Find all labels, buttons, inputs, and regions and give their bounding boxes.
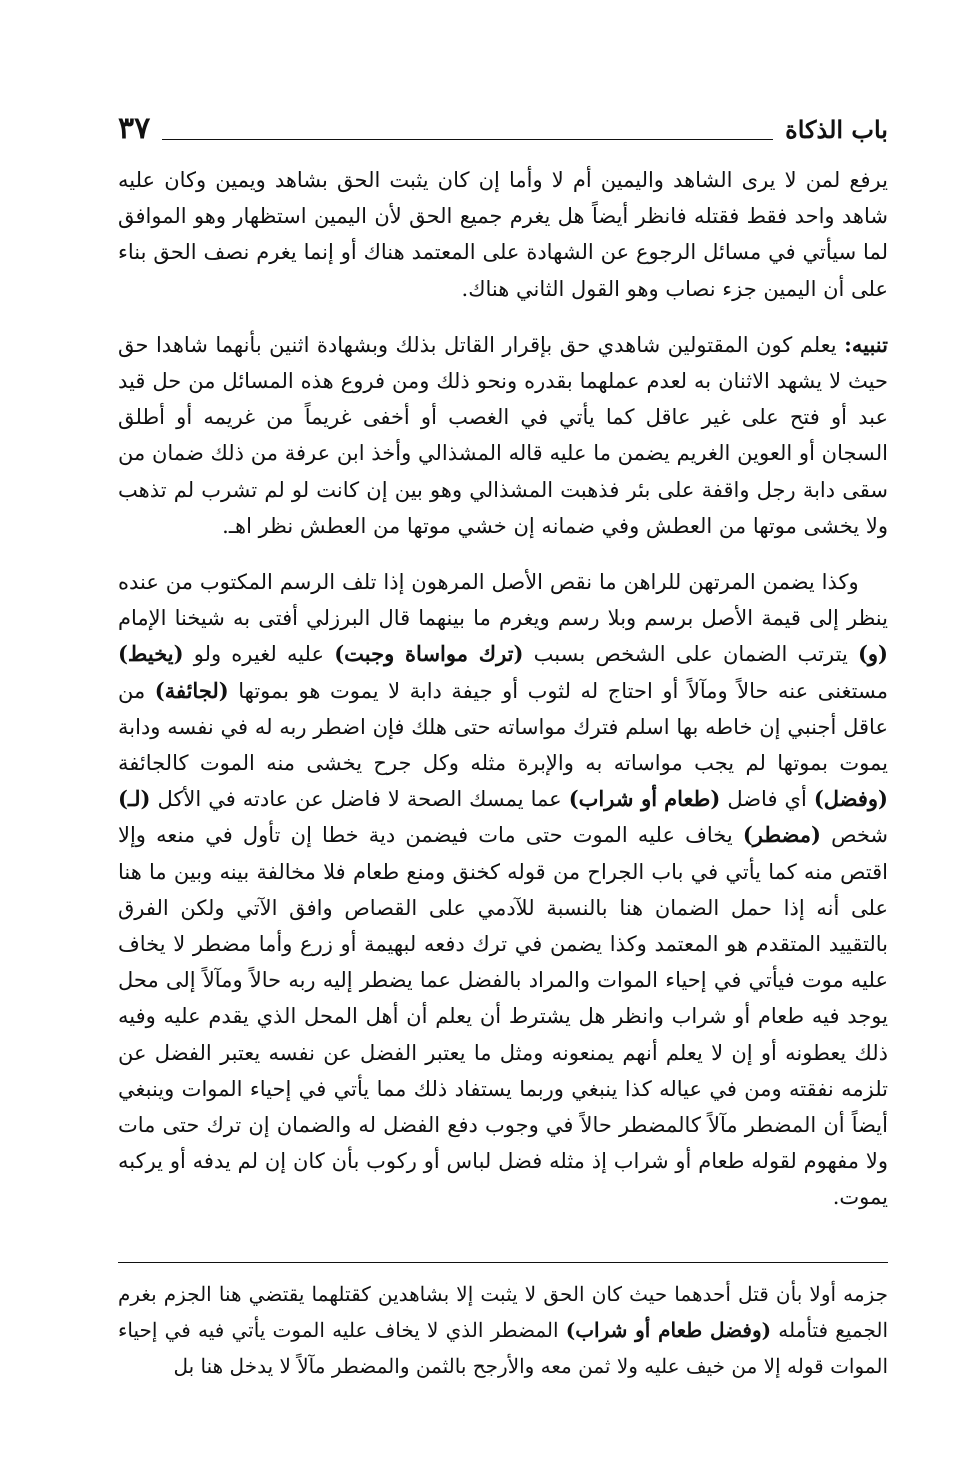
bold-term: (وفضل) — [813, 786, 888, 812]
bold-term: (ترك مواساة وجبت) — [334, 641, 524, 667]
text-run: يخشى موتها من العطش وفي ضمانه إن خشي موتها من العطش نظر اهـ. — [222, 513, 860, 538]
paragraph — [118, 327, 888, 544]
text-run: يعتبر الفضل عن نفسه يعتبر الفضل عن تلزمه نفقته ومن في عياله كذا ينبغي وربما يستفاد ذلك — [118, 1040, 889, 1101]
text-run: عليه لغيره ولو — [183, 642, 335, 667]
text-run: يترتب الضمان على الشخص بسبب — [523, 642, 858, 667]
text-run: يعلم كون المقتولين شاهدي حق بإقرار القاتل بذلك وبشهادة اثنين بأنهما شاهدا — [155, 332, 845, 357]
text-run: حق حيث لا يشهد الاثنان به لعدم عملهما بقدره ونحو ذلك ومن فروع هذه المسائل من حل — [118, 332, 888, 394]
bold-term: أو شراب) — [568, 786, 658, 812]
bold-term: (مضطر) — [742, 822, 821, 848]
text-run: السجان أو العوين الغريم يضمن ما عليه قاله المشذالي وأخذ ابن عرفة من ذلك ضمان من — [118, 441, 888, 466]
text-run: الفضل له والضمان إن ترك حتى مات ولا مفهوم لقوله طعام أو شراب إذ مثله فضل لباس أو — [118, 1113, 889, 1174]
text-run: على أن اليمين جزء نصاب وهو القول الثاني هناك. — [461, 276, 888, 301]
main-text — [118, 162, 888, 1236]
bold-term: (لـ) — [118, 786, 151, 812]
footnote — [118, 1276, 888, 1384]
text-run: يخاف عليه — [637, 823, 743, 848]
text-run: مما يأتي في إحياء الموات وينبغي أيضاً أن المضطر مآلاً كالمضطر حالاً في وجوب دفع — [118, 1076, 888, 1138]
text-run: قيد عبد أو فتح على غير عاقل كما يأتي في الغصب أو أخفى غريماً من غريمه أو أطلق — [118, 369, 888, 430]
bold-term: (وفضل طعام أو شراب) — [565, 1318, 772, 1342]
text-run: عنه حالاً ومآلاً أو احتاج له لثوب أو جيفة دابة لا يموت هو بموتها — [228, 678, 809, 703]
text-run: أن يعلم أن أهل المحل الذي يقدم عليه وفيه ذلك يعطونه أو إن لا يعلم أنهم يمنعونه ومثل ما — [118, 1004, 888, 1065]
text-run: وكذا يضمن المرتهن للراهن ما نقص الأصل المرهون إذا تلف الرسم المكتوب من — [165, 570, 859, 595]
text-run: أي فاضل — [720, 787, 814, 812]
text-run: عنده ينظر إلى قيمة الأصل برسم وبلا رسم ويغرم ما بينهما قال البرزلي أفتى به شيخنا الإمام — [118, 570, 888, 631]
bold-term: (يخيط) — [118, 641, 184, 667]
paragraph — [118, 162, 888, 307]
page-number: ٣٧ — [118, 111, 151, 146]
footnote-divider — [118, 1262, 888, 1263]
bold-term: (و) — [857, 641, 888, 667]
chapter-title: باب الذكاة — [785, 115, 888, 144]
header-rule — [162, 139, 773, 140]
text-run: شاهد واحد فقط فقتله فانظر أيضاً هل يغرم جميع الحق لأن اليمين استظهار وهو الموافق — [118, 204, 888, 229]
text-run: مستغنى — [817, 678, 888, 703]
paragraph — [118, 564, 888, 1216]
text-run: بالفضل عما يضطر إليه ربه حالاً ومآلاً إلى محل يوجد فيه طعام أو شراب وانظر هل يشترط — [118, 968, 888, 1029]
text-run: سقى دابة رجل واقفة على بئر فذهبت المشذالي وهو بين إن كانت لو لم تشرب لم تذهب ولا — [118, 477, 888, 538]
text-run: من عاقل أجنبي — [118, 678, 888, 739]
text-run: يجب مواساته به والإبرة مثله وكل جرح يخشى منه الموت كالجائفة — [118, 751, 735, 776]
bold-term: تنبيه: — [844, 331, 888, 357]
text-run: الموات قوله إلا من خيف عليه ولا ثمن معه والأرجح بالثمن والمضطر مآلاً لا يدخل هنا بل — [173, 1354, 888, 1378]
text-run: يرفع لمن لا يرى الشاهد واليمين أم لا وأما إن كان يثبت الحق بشاهد ويمين وكان عليه — [118, 168, 888, 192]
text-run: جزمه أولا بأن قتل أحدهما حيث كان الحق لا يثبت إلا بشاهدين كقتلهما يقتضي هنا الجزم بغرم — [118, 1282, 888, 1306]
text-run: عما يمسك الصحة لا فاضل عن عادته في الأكل — [150, 787, 569, 812]
text-run: شخص — [820, 823, 888, 848]
text-run: ترك دفعه لبهيمة أو زرع وأما مضطر لا يخاف عليه موت فيأتي في إحياء الموات والمراد — [118, 932, 889, 993]
text-run: إن خاطه بها اسلم فترك مواساته حتى هلك فإن اضطر ربه له في نفسه ودابة يموت بموتها لم — [118, 714, 888, 776]
running-header — [118, 100, 888, 144]
text-run: للآدمي على القصاص وافق الآتي ولكن الفرق بالتقييد المتقدم هو المعتمد وكذا يضمن في — [118, 895, 888, 957]
bold-term: (طعام — [664, 786, 721, 812]
text-run: ركوب بأن كان إن لم يدفه أو يركبه يموت. — [118, 1149, 888, 1210]
text-run: لما سيأتي في مسائل الرجوع عن الشهادة على المعتمد هناك أو إنما يغرم نصف الحق بناء — [118, 240, 888, 265]
text-run: الجميع فتأمله — [771, 1318, 889, 1342]
bold-term: (لجائفة) — [154, 677, 229, 703]
text-run: الموت حتى مات فيضمن دية خطا إن تأول في منعه وإلا اقتص منه كما يأتي في باب الجراح — [118, 823, 889, 884]
text-run: من قوله كخنق ومنع طعام فلا مخالفة بينه وبين ما هنا على أنه إذا حمل الضمان هنا بالنسبة — [118, 859, 888, 920]
text-run: المضطر الذي لا يخاف عليه الموت يأتي فيه في إحياء — [118, 1318, 566, 1342]
